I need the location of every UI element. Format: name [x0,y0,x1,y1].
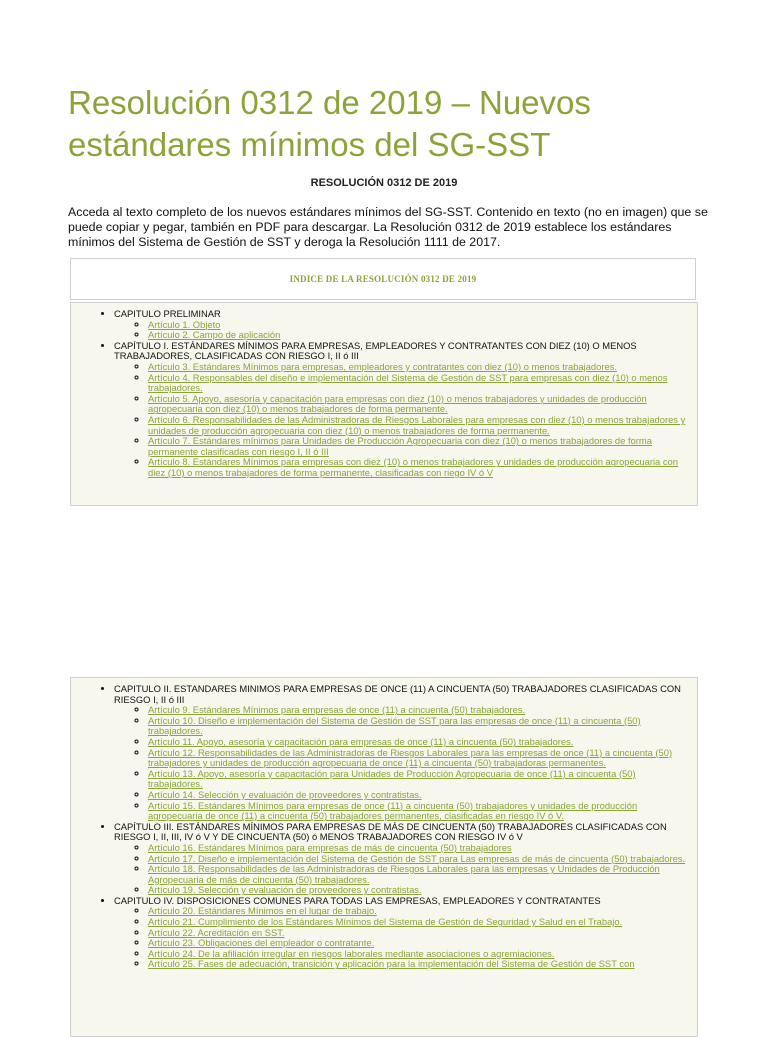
article-link[interactable]: Artículo 23. Obligaciones del empleador o contratante. [148,937,375,949]
toc-chapter [114,684,689,822]
article-item [148,415,689,436]
toc-box-2 [70,677,698,1037]
toc-chapter [114,896,689,970]
article-list [114,320,689,341]
document-subheading: RESOLUCIÓN 0312 DE 2019 [310,177,458,189]
article-link[interactable]: Artículo 24. De la afiliación irregular en riesgos laborales mediante asociaciones o agremiaciones. [148,947,555,959]
article-link[interactable]: Artículo 18. Responsabilidades de las Administradoras de Riesgos Laborales para las empresas y Unidades de Producción Agropecuaria de más de cincuenta (50) trabajadores. [148,863,660,885]
chapter-title: CAPÍTULO I. ESTÁNDARES MÍNIMOS PARA EMPRESAS, EMPLEADORES Y CONTRATANTES CON DIEZ (10) O MENOS TRABAJADORES, CLASIFICADAS CON RIESGO I, II ó III [114,339,637,362]
toc-chapter-list [71,309,689,479]
article-link[interactable]: Artículo 11. Apoyo, asesoría y capacitación para empresas de once (11) a cincuenta (50) trabajadores. [148,735,574,747]
article-link[interactable]: Artículo 20. Estándares Mínimos en el lugar de trabajo. [148,905,377,917]
toc-chapter-list [71,684,689,970]
article-item [148,394,689,415]
page-title: Resolución 0312 de 2019 – Nuevos estándares mínimos del SG-SST [68,84,591,163]
article-link[interactable]: Artículo 6. Responsabilidades de las Administradoras de Riesgos Laborales para empresas con diez (10) o menos trabajadores y unidades de producción agropecuaria con diez (10) o menos trabajadores de forma permanente. [148,413,686,436]
chapter-title: CAPÍTULO III. ESTÁNDARES MÍNIMOS PARA EMPRESAS DE MÁS DE CINCUENTA (50) TRABAJADORES CLASIFICADAS CON RIESGO I, II, III, IV ó V Y DE CINCUENTA (50) ó MENOS TRABAJADORES CON RIESGO IV ó V [114,820,667,843]
article-link[interactable]: Artículo 19. Selección y evaluación de proveedores y contratistas. [148,884,422,896]
toc-box-1 [70,302,698,506]
article-item [148,748,689,769]
article-link[interactable]: Artículo 8. Estándares Mínimos para empresas con diez (10) o menos trabajadores y unidades de producción agropecuaria con diez (10) o menos trabajadores de forma permanente, clasificadas con riego IV ó V [148,456,678,478]
article-item [148,716,689,737]
toc-chapter [114,309,689,341]
toc-chapter [114,341,689,479]
article-item [148,864,689,885]
article-link[interactable]: Artículo 13. Apoyo, asesoría y capacitación para Unidades de Producción Agropecuaria de once (11) a cincuenta (50) trabajadores. [148,767,636,790]
article-link[interactable]: Artículo 1. Objeto [148,318,221,330]
article-item [148,769,689,790]
article-link[interactable]: Artículo 22. Acreditación en SST. [148,926,285,938]
article-link[interactable]: Artículo 7. Estándares mínimos para Unidades de Producción Agropecuaria con diez (10) o menos trabajadores de forma permanente clasificadas con riesgo I, II ó III [148,435,652,457]
article-item [148,457,689,478]
intro-paragraph: Acceda al texto completo de los nuevos estándares mínimos del SG-SST. Contenido en texto (no en imagen) que se puede copiar y pegar, también en PDF para descargar. La Resolución 0312 de 2019 establece los estándares mínimos del Sistema de Gestión de SST y deroga la Resolución 1111 de 2017. [68,205,708,249]
index-title: INDICE DE LA RESOLUCIÓN 0312 DE 2019 [289,274,477,284]
article-link[interactable]: Artículo 17. Diseño e implementación del Sistema de Gestión de SST para Las empresas de más de cincuenta (50) trabajadores. [148,852,686,864]
toc-chapter [114,822,689,896]
article-link[interactable]: Artículo 5. Apoyo, asesoría y capacitación para empresas con diez (10) o menos trabajadores y unidades de producción agropecuaria con diez (10) o menos trabajadores de forma permanente. [148,392,647,415]
article-link[interactable]: Artículo 25. Fases de adecuación, transición y aplicación para la implementación del Sistema de Gestión de SST con [148,958,635,970]
article-link[interactable]: Artículo 10. Diseño e implementación del Sistema de Gestión de SST para las empresas de once (11) a cincuenta (50) trabajadores. [148,714,641,737]
article-item [148,373,689,394]
chapter-title: CAPITULO IV. DISPOSICIONES COMUNES PARA TODAS LAS EMPRESAS, EMPLEADORES Y CONTRATANTES [114,894,601,906]
article-list [114,843,689,896]
article-list [114,705,689,822]
article-link[interactable]: Artículo 21. Cumplimiento de los Estándares Mínimos del Sistema de Gestión de Seguridad y Salud en el Trabajo. [148,916,623,928]
article-link[interactable]: Artículo 3. Estándares Mínimos para empresas, empleadores y contratantes con diez (10) o menos trabajadores. [148,360,617,372]
article-link[interactable]: Artículo 2. Campo de aplicación [148,329,281,341]
article-list [114,906,689,970]
article-link[interactable]: Artículo 9. Estándares Mínimos para empresas de once (11) a cincuenta (50) trabajadores. [148,704,526,716]
article-link[interactable]: Artículo 4. Responsables del diseño e implementación del Sistema de Gestión de SST para empresas con diez (10) o menos trabajadores. [148,371,668,394]
article-item [148,801,689,822]
chapter-title: CAPITULO II. ESTANDARES MINIMOS PARA EMPRESAS DE ONCE (11) A CINCUENTA (50) TRABAJADORES CLASIFICADAS CON RIESGO I, II ó III [114,683,681,705]
article-list [114,362,689,479]
article-link[interactable]: Artículo 15. Estándares Mínimos para empresas de once (11) a cincuenta (50) trabajadores y unidades de producción agropecuaria de once (11) a cincuenta (50) trabajadores permanentes, clasificadas en riesgo IV ó V. [148,799,638,822]
article-link[interactable]: Artículo 14. Selección y evaluación de proveedores y contratistas. [148,788,422,800]
chapter-title: CAPITULO PRELIMINAR [114,308,221,319]
article-item [148,959,689,970]
index-header-box [70,258,696,300]
article-item [148,436,689,457]
article-link[interactable]: Artículo 16. Estándares Mínimos para empresas de más de cincuenta (50) trabajadores [148,841,512,853]
article-link[interactable]: Artículo 12. Responsabilidades de las Administradoras de Riesgos Laborales para las empresas de once (11) a cincuenta (50) trabajadores y unidades de producción agropecuaria de once (11) a cincuenta (50) trabajadoras permanentes. [148,746,673,769]
